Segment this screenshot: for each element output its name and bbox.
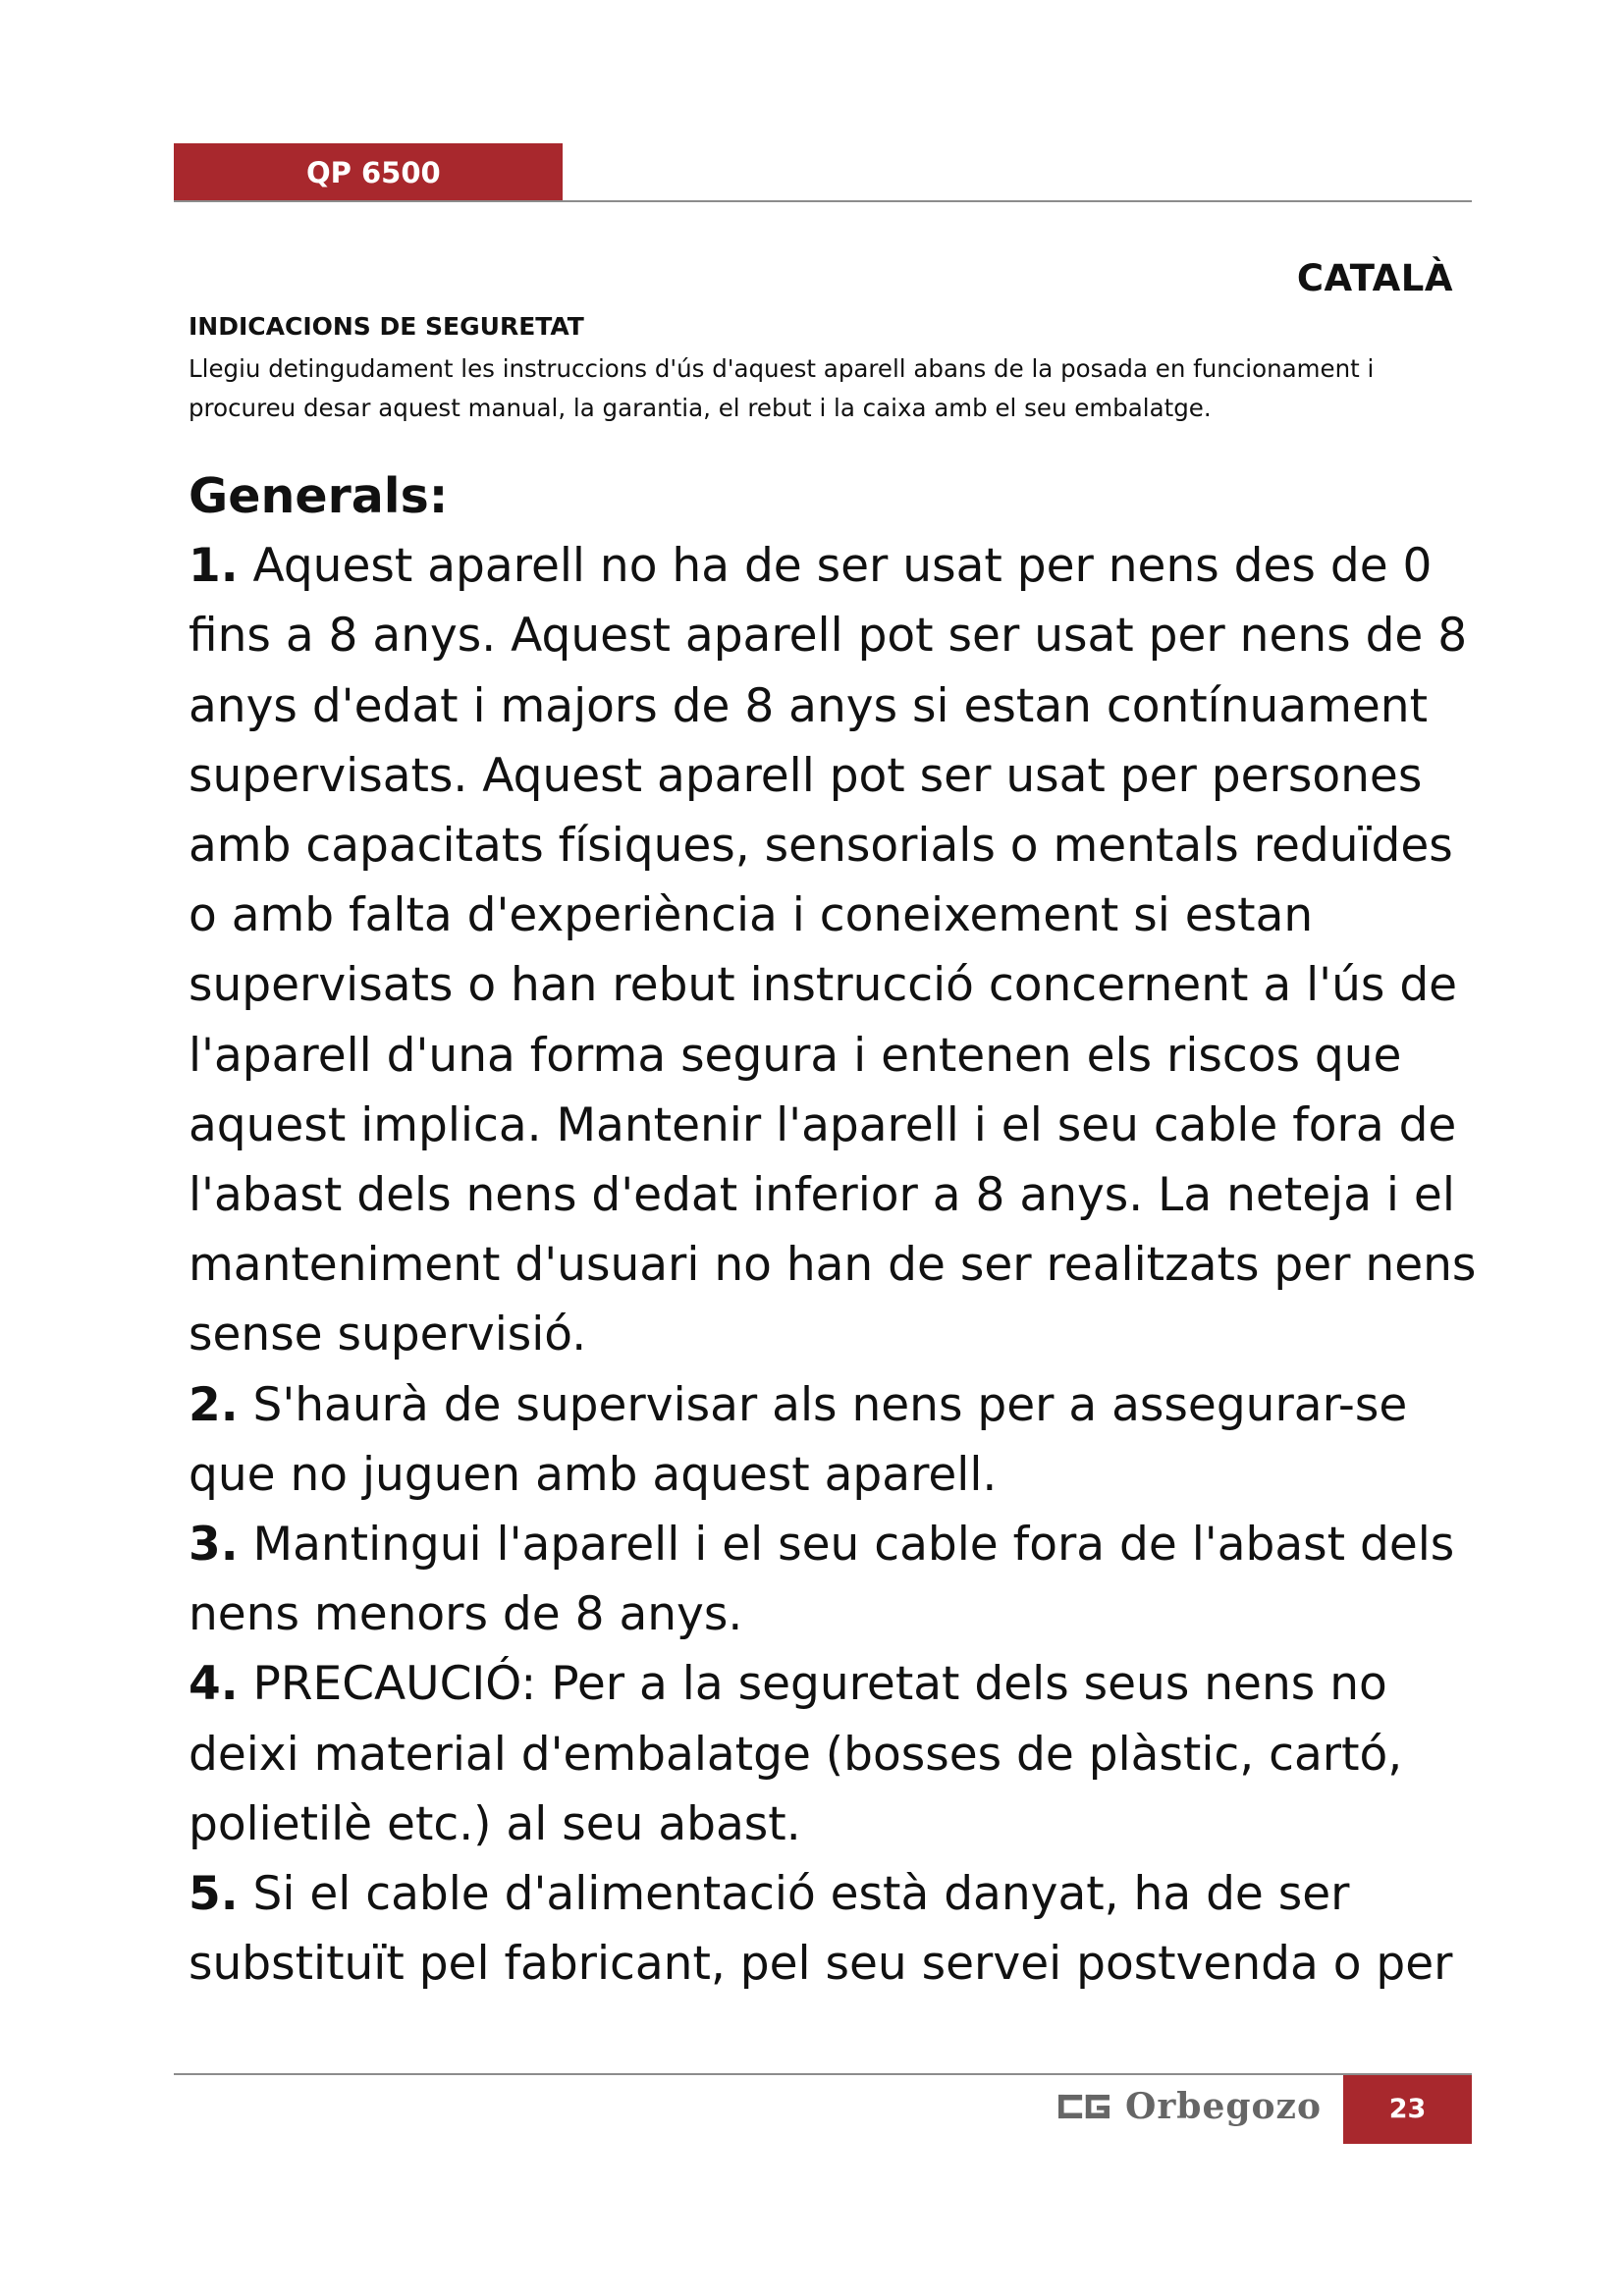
safety-item-4 bbox=[189, 1649, 1485, 1859]
language-label: CATALÀ bbox=[1296, 257, 1453, 299]
item-number: 2. bbox=[189, 1377, 239, 1432]
item-text: Si el cable d'alimentació està danyat, ha de ser substituït pel fabricant, pel seu servei postvenda o per bbox=[189, 1867, 1453, 1992]
page-number-badge bbox=[1343, 2075, 1472, 2144]
item-number: 3. bbox=[189, 1518, 239, 1573]
item-text: Aquest aparell no ha de ser usat per nens des de 0 fins a 8 anys. Aquest aparell pot ser usat per nens de 8 anys d'edat i majors de 8 anys si estan contínuament supervisats. Aquest aparell pot ser usat per persones amb capacitats físiques, sensorials o mentals reduïdes o amb falta d'experiència i coneixement si estan supervisats o han rebut instrucció concernent a l'ús de l'aparell d'una forma segura i entenen els riscos que aquest implica. Mantenir l'aparell i el seu cable fora de l'abast dels nens d'edat inferior a 8 anys. La neteja i el manteniment d'usuari no han de ser realitzats per nens sense supervisió. bbox=[189, 539, 1477, 1362]
safety-item-1 bbox=[189, 531, 1485, 1369]
item-text: Mantingui l'aparell i el seu cable fora de l'abast dels nens menors de 8 anys. bbox=[189, 1518, 1455, 1642]
model-header-tab bbox=[174, 143, 563, 200]
item-text: S'haurà de supervisar als nens per a assegurar-se que no juguen amb aquest aparell. bbox=[189, 1377, 1408, 1502]
footer-divider bbox=[174, 2073, 1472, 2075]
safety-item-2 bbox=[189, 1370, 1485, 1510]
item-number: 4. bbox=[189, 1657, 239, 1712]
safety-content bbox=[189, 461, 1485, 1999]
safety-intro-paragraph: Llegiu detingudament les instruccions d'ús d'aquest aparell abans de la posada en funcionament i procureu desar aquest manual, la garantia, el rebut i la caixa amb el seu embalatge. bbox=[189, 354, 1375, 422]
brand-logo bbox=[1058, 2085, 1322, 2128]
header-divider bbox=[174, 200, 1472, 202]
model-label: QP 6500 bbox=[306, 156, 441, 189]
general-heading: Generals: bbox=[189, 468, 449, 524]
cg-logo-icon bbox=[1058, 2092, 1110, 2121]
item-number: 1. bbox=[189, 539, 239, 594]
item-text: PRECAUCIÓ: Per a la seguretat dels seus nens no deixi material d'embalatge (bosses de plàstic, cartó, polietilè etc.) al seu abast. bbox=[189, 1657, 1403, 1851]
item-number: 5. bbox=[189, 1867, 239, 1922]
safety-item-3 bbox=[189, 1510, 1485, 1649]
safety-section-title: INDICACIONS DE SEGURETAT bbox=[189, 312, 584, 341]
brand-name: Orbegozo bbox=[1124, 2086, 1322, 2127]
safety-item-5 bbox=[189, 1859, 1485, 1999]
page-number: 23 bbox=[1388, 2094, 1427, 2124]
